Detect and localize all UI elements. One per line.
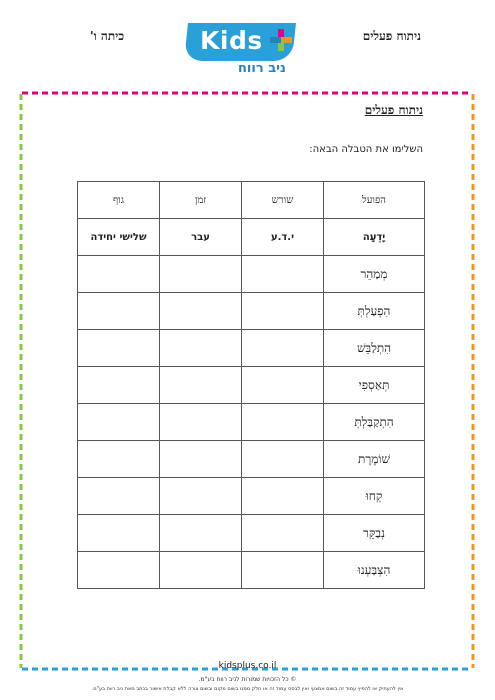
person-cell[interactable] [78,552,160,589]
logo-brand-text: Kids [200,26,263,55]
verb-analysis-table [77,181,425,589]
verb-cell: נְבַקֵּר [324,515,425,552]
table-row [78,515,425,552]
verb-cell: מְמַהֵר [324,256,425,293]
person-cell[interactable] [78,478,160,515]
table-row [78,293,425,330]
tense-cell[interactable] [160,478,242,515]
tense-cell[interactable] [160,330,242,367]
header-root: שורש [242,182,324,219]
table-header-row [78,182,425,219]
table-row [78,441,425,478]
header-tense: זמן [160,182,242,219]
root-cell[interactable] [242,330,324,367]
root-cell[interactable] [242,256,324,293]
tense-cell[interactable] [160,552,242,589]
root-cell[interactable] [242,552,324,589]
verb-cell: שׁוֹמֶרֶת [324,441,425,478]
root-cell[interactable] [242,441,324,478]
plus-icon [270,29,292,51]
example-root: י.ד.ע [242,219,324,256]
subject-label: ניתוח פעלים [362,29,421,43]
root-cell[interactable] [242,515,324,552]
verb-cell: קְחוּ [324,478,425,515]
root-cell[interactable] [242,478,324,515]
example-person: שלישי יחידה [78,219,160,256]
verb-cell: הִצְבַּעְנוּ [324,552,425,589]
legal-note: אין להעתיק או להפיץ עמוד זה בשום אמצעי ואין לבסס עמוד זה או חלק ממנו בשום מקום ובשום צורה ללא קבלת אישור בכתב מאת ניב רווח בע"מ. [91,686,404,692]
table-row [78,478,425,515]
table-row [78,404,425,441]
verb-cell: הִתְלַבֵּשׁ [324,330,425,367]
site-link[interactable]: kidsplus.co.il [218,661,277,671]
person-cell[interactable] [78,330,160,367]
instructions: השלימו את הטבלה הבאה: [309,144,423,155]
example-tense: עבר [160,219,242,256]
person-cell[interactable] [78,293,160,330]
tense-cell[interactable] [160,367,242,404]
tense-cell[interactable] [160,293,242,330]
verb-cell: תְּאַסְפִי [324,367,425,404]
header-verb: הפועל [324,182,425,219]
table-row [78,330,425,367]
table-row [78,552,425,589]
example-row [78,219,425,256]
table-row [78,367,425,404]
example-verb: יָדְעָה [324,219,425,256]
table-row [78,256,425,293]
root-cell[interactable] [242,404,324,441]
logo-subtitle: ניב רווח [238,61,286,76]
grade-label: כיתה ו' [90,29,125,43]
tense-cell[interactable] [160,404,242,441]
root-cell[interactable] [242,293,324,330]
worksheet-title: ניתוח פעלים [364,103,423,117]
tense-cell[interactable] [160,256,242,293]
kids-logo [186,23,308,83]
verb-cell: הִתְקַבַּלְתְּ [324,404,425,441]
person-cell[interactable] [78,441,160,478]
verb-cell: הִפְעַלְתְּ [324,293,425,330]
root-cell[interactable] [242,367,324,404]
header-person: גוף [78,182,160,219]
person-cell[interactable] [78,367,160,404]
person-cell[interactable] [78,404,160,441]
tense-cell[interactable] [160,515,242,552]
copyright-text: © כל הזכויות שמורות לניב רווח בע"מ. [198,676,297,683]
person-cell[interactable] [78,515,160,552]
tense-cell[interactable] [160,441,242,478]
person-cell[interactable] [78,256,160,293]
